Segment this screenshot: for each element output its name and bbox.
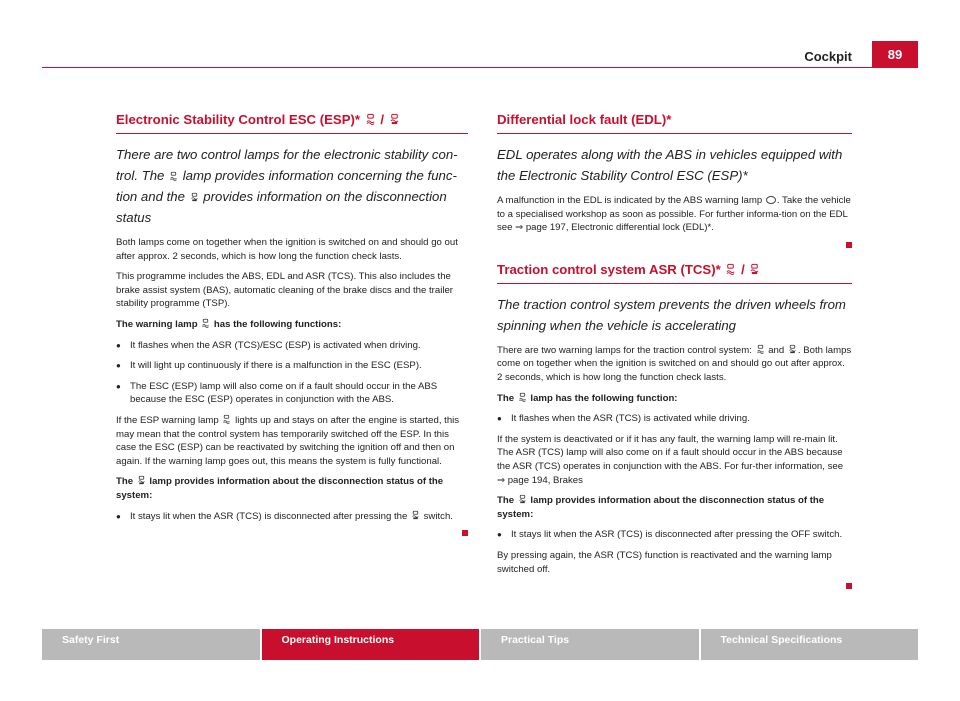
esc-disc-a: The — [116, 476, 134, 488]
esc-lead-part-1: There are two control lamps for the electronic stability con-trol. The — [116, 147, 458, 183]
asr-lead: The traction control system prevents the driven wheels from spinning when the vehicle is accelerating — [497, 296, 846, 333]
esc-heading-text: Electronic Stability Control ESC (ESP)* — [116, 112, 361, 127]
asr-paragraph-2: If the system is deactivated or if it has any fault, the warning lamp will re-main lit. The ASR (TCS) lamp will also come on if a fault should occur in the ABS because the ASR (TCS) operates in conjunction with the ABS. For fur-ther information, see ⇒ page 194, Brakes — [497, 433, 844, 486]
esc-paragraph-3 — [116, 414, 468, 468]
section-end-marker — [462, 530, 468, 536]
asr-bullet-2: ● It stays lit when the ASR (TCS) is disconnected after pressing the OFF switch. — [497, 528, 852, 542]
edl-p-b: . Take the vehicle to a specialised workshop as soon as possible. For further informa-tion on the EDL see ⇒ page 197, Electronic differential lock (EDL)*. — [497, 195, 851, 234]
edl-paragraph — [497, 194, 852, 235]
asr-paragraph-3: By pressing again, the ASR (TCS) function is reactivated and the warning lamp switched off. — [497, 549, 832, 575]
esc-lamp-icon — [222, 414, 231, 424]
esc-lamp-icon — [201, 318, 210, 328]
asr-p1-a: There are two warning lamps for the traction control system: — [497, 344, 752, 356]
section-end-marker — [846, 583, 852, 589]
esc-bullet-4-b: switch. — [423, 510, 453, 522]
esc-heading-separator: / — [380, 112, 388, 127]
asr-off-lamp-icon — [788, 344, 797, 354]
asr-p1-b: . Both lamps come on together when the ignition is switched on and should go out after approx. 2 seconds, which is how long the function check lasts. — [497, 344, 852, 383]
edl-heading: Differential lock fault (EDL)* — [497, 112, 852, 134]
esc-bullet-4 — [116, 510, 468, 524]
asr-function-intro — [497, 392, 852, 406]
asr-fn-b: lamp has the following function: — [530, 392, 678, 404]
esc-disconnect-intro — [116, 475, 468, 502]
asr-off-lamp-icon — [518, 494, 527, 504]
asr-p1-and: and — [768, 344, 785, 356]
asr-lamp-icon — [756, 344, 765, 354]
asr-disconnect-intro — [497, 494, 852, 521]
esc-bullet-1: ● It flashes when the ASR (TCS)/ESC (ESP) is activated when driving. — [116, 339, 468, 353]
esc-lead — [116, 144, 468, 228]
asr-heading — [497, 262, 852, 284]
abs-warning-icon — [766, 196, 776, 204]
esc-lead-part-2: lamp provides information concerning the func-tion and the — [116, 168, 457, 204]
asr-warning-car-icon — [725, 263, 736, 275]
page-header-title: Cockpit — [804, 49, 852, 64]
header-divider — [42, 67, 918, 68]
asr-bullet-1: ● It flashes when the ASR (TCS) is activated while driving. — [497, 412, 852, 426]
esc-heading — [116, 112, 468, 134]
tab-practical-tips[interactable]: Practical Tips — [481, 629, 699, 660]
esc-bullet-3: ● The ESC (ESP) lamp will also come on if a fault should occur in the ABS because the ESC (ESP) operates in conjunction with the ABS. — [116, 380, 468, 407]
asr-heading-separator: / — [741, 261, 749, 277]
esc-p3-b: lights up and stays on after the engine is started, this may mean that the control system has temporarily switched off the ESP. In this case the ESC (ESP) can be reactivated by switching the ignition off and then on again. If the warning lamp goes out, this means the system is fully functional. — [116, 414, 460, 467]
page-number: 89 — [872, 41, 918, 68]
tab-technical-specifications[interactable]: Technical Specifications — [701, 629, 919, 660]
esc-warning-intro-a: The warning lamp — [116, 318, 198, 330]
edl-lead: EDL operates along with the ABS in vehicles equipped with the Electronic Stability Control ESC (ESP)* — [497, 147, 843, 183]
asr-disc-b: lamp provides information about the disconnection status of the system: — [497, 495, 825, 520]
right-column — [497, 112, 852, 589]
asr-heading-text: Traction control system ASR (TCS)* — [497, 261, 721, 277]
tab-operating-instructions[interactable]: Operating Instructions — [262, 629, 480, 660]
edl-p-a: A malfunction in the EDL is indicated by the ABS warning lamp — [497, 195, 763, 206]
esc-warning-car-icon — [365, 113, 376, 125]
left-column — [116, 112, 468, 536]
asr-fn-a: The — [497, 392, 515, 404]
esc-warning-intro-b: has the following functions: — [213, 318, 342, 330]
esc-off-lamp-icon — [190, 192, 199, 202]
asr-off-car-icon — [749, 263, 760, 275]
tab-safety-first[interactable]: Safety First — [42, 629, 260, 660]
section-spacer — [497, 248, 852, 262]
esc-p3-a: If the ESP warning lamp — [116, 414, 219, 426]
esc-off-lamp-icon — [137, 475, 146, 485]
asr-disc-a: The — [497, 495, 515, 507]
esc-lamp-icon — [169, 171, 178, 181]
esc-warning-lamp-intro — [116, 318, 468, 332]
esc-paragraph-2: This programme includes the ABS, EDL and ASR (TCS). This also includes the brake assist system (BAS), automatic cleaning of the brake discs and the trailer stability programme (TSP). — [116, 271, 453, 310]
asr-lamp-icon — [518, 392, 527, 402]
esc-off-car-icon — [389, 113, 400, 125]
esc-off-switch-icon — [411, 510, 420, 520]
footer-nav — [42, 629, 918, 660]
esc-disc-b: lamp provides information about the disconnection status of the system: — [116, 476, 444, 501]
esc-bullet-2: ● It will light up continuously if there is a malfunction in the ESC (ESP). — [116, 359, 468, 373]
asr-paragraph-1 — [497, 344, 852, 385]
esc-bullet-4-a: It stays lit when the ASR (TCS) is disconnected after pressing the — [130, 510, 408, 522]
esc-lead-part-3: provides information on the disconnection status — [116, 189, 447, 225]
esc-paragraph-1: Both lamps come on together when the ignition is switched on and should go out after approx. 2 seconds, which is how long the function check lasts. — [116, 237, 458, 262]
